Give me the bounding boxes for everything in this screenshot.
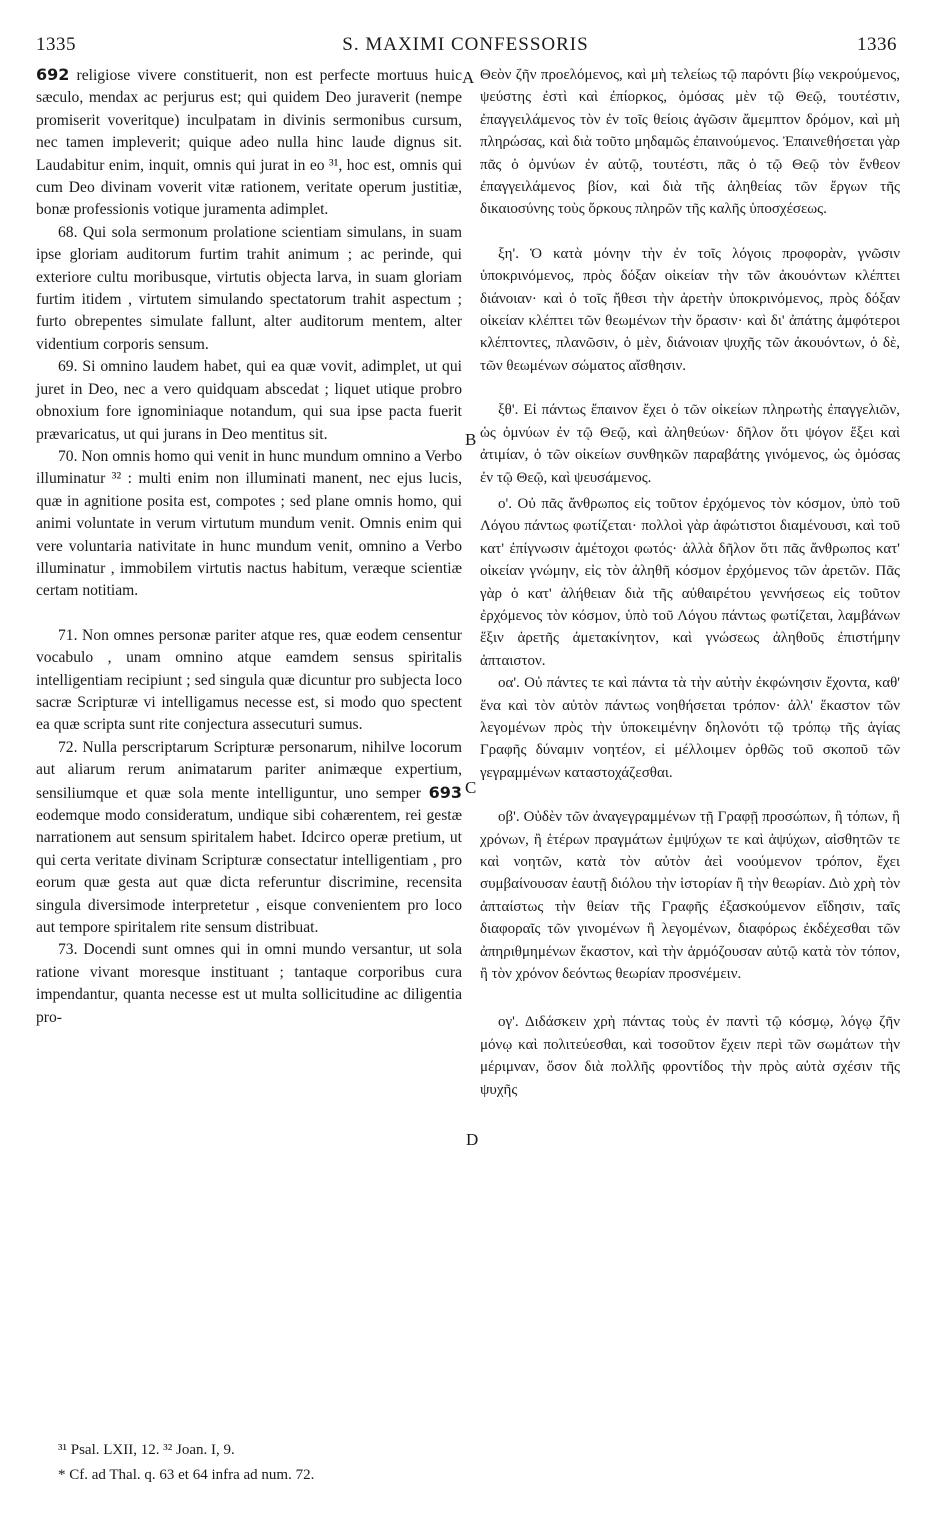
- migne-column-number: 692: [36, 65, 70, 84]
- latin-text: 72. Nulla perscriptarum Scripturæ personarum, nihilve locorum aut aliarum rerum animatarum pariter animæque expertium, sensiliumque et quæ sola mente intelliguntur, uno semper: [36, 738, 462, 802]
- latin-paragraph-continued: [36, 64, 462, 222]
- margin-letter-b: B: [465, 430, 477, 449]
- latin-paragraph-72: [36, 737, 462, 940]
- greek-paragraph-70: ο'. Οὐ πᾶς ἄνθρωπος εἰς τοῦτον ἐρχόμενος τὸν κόσμον, ὑπὸ τοῦ Λόγου πάντως φωτίζεται· πολλοὶ γὰρ ἀφώτιστοι διαμένουσι, καὶ τοῦ κατ' ἐπίγνωσιν ἀμέτοχοι φωτός· ἀλλὰ δῆλον ὅτι πᾶς ἄνθρωπος κατ' οἰκείαν γνώμην, εἰς τὸν ἀληθῆ κόσμον ἐρχόμενος τῶν ἀρετῶν. Πᾶς γὰρ ὁ κατ' ἀλήθειαν διὰ τῆς αὐθαιρέτου γεννήσεως εἰς τοῦτον ἐρχόμενος τὸν κόσμον, ὑπὸ τοῦ Λόγου πάντως φωτίζεται, λαμβάνων ἕξιν ἀρετῆς ἀμετακίνητον, καὶ γνώσεως ἀληθοῦς ἐπιστήμην ἀπταιστον.: [480, 495, 900, 669]
- greek-paragraph-73: ογ'. Διδάσκειν χρὴ πάντας τοὺς ἐν παντὶ τῷ κόσμῳ, λόγῳ ζῆν μόνῳ καὶ πολιτεύεσθαι, καὶ τοσοῦτον ἔχειν περὶ τῶν σωμάτων τὴν μέριμναν, ὅσον διὰ πολλῆς φροντίδος τὴν πρὸς αὐτὰ σχέσιν τῆς ψυχῆς: [480, 1014, 900, 1098]
- latin-paragraph-69: 69. Si omnino laudem habet, qui ea quæ vovit, adimplet, ut qui juret in Deo, nec a vero quidquam abscedat ; liquet utique probro obnoxium fore ignominiaque notandum, qui sua ipse pacta fuerit prævaricatus, ut qui jurans in Deo mentitus sit.: [36, 358, 462, 443]
- migne-column-number: 693: [428, 782, 462, 802]
- margin-letter-d: D: [466, 1130, 479, 1149]
- margin-letter-c: C: [465, 778, 477, 797]
- latin-paragraph-70: 70. Non omnis homo qui venit in hunc mundum omnino a Verbo illuminatur ³² : multi enim non illuminati manent, nec ejus lucis, quæ in agnitione posita est, compotes ; sed plane omnis homo, qui animi voluntate in verum virtutum mundum venit. Omnis enim qui vere voluntaria nativitate in hunc mundum venit, omnino a Verbo illuminatur , immobilem virtutis nactus habitum, veræque scientiæ certam notitiam.: [36, 447, 462, 600]
- page-number-left: 1335: [36, 34, 76, 55]
- greek-column: [480, 64, 900, 1101]
- greek-paragraph-68: ξη'. Ὁ κατὰ μόνην τὴν ἐν τοῖς λόγοις προφορὰν, γνῶσιν ὑποκρινόμενος, πρὸς δόξαν οἰκείαν τὴν τῶν ἀκουόντων κλέπτει διάνοιαν· καὶ ὁ τοῖς ἤθεσι τὴν ἀρετὴν ὑποκρινόμενος, πρὸς δόξαν οἰκείαν κλέπτει τῶν θεωμένων τὴν ὅρασιν· καὶ δι' ἀπάτης ἀμφότεροι κλέπτοντες, πλανῶσιν, ὁ μὲν, διάνοιαν ψυχῆς τῶν ἀκουόντων, ὁ δὲ, τῶν θεωμένων σώματος αἴσθησιν.: [480, 245, 900, 374]
- greek-paragraph-71: οα'. Οὐ πάντες τε καὶ πάντα τὰ τὴν αὐτὴν ἐκφώνησιν ἔχοντα, καθ' ἕνα καὶ τὸν αὐτὸν πάντως νοηθήσεται τρόπον· ἀλλ' ἕκαστον τῶν λεγομένων πρὸς τὴν ὑποκειμένην δηλονότι τῷ τρόπῳ τῆς ἁγίας Γραφῆς δύναμιν νοητέον, εἰ μέλλοιμεν ὀρθῶς τοῦ σκοποῦ τῶν γεγραμμένων καταστοχάζεσθαι.: [480, 675, 900, 781]
- latin-paragraph-68: 68. Qui sola sermonum prolatione scientiam simulans, in suam ipse gloriam auditorum furtim trahit animum ; ac perinde, qui exteriore cultu moribusque, virtutis objecta larva, in suam gloriam furtim itidem , virtutem simulando spectatorum trahit aspectum ; furto obrepentes simulate fallunt, alter auditorum mentem, alter videntium corporis sensum.: [36, 223, 462, 353]
- page-number-right: 1336: [857, 34, 897, 55]
- latin-paragraph-73: 73. Docendi sunt omnes qui in omni mundo versantur, ut sola ratione vivant moresque instituant ; tantaque corporibus cura impendantur, quanta necesse est ut multa sollicitudine ac diligentia pro-: [36, 941, 462, 1026]
- latin-text: eodemque modo consideratum, undique sibi cohærentem, rei gestæ narrationem aut sensum spiritalem habet. Idcirco operæ pretium, ut qui certa veritate divinam Scripturæ consectatur intelligentiam , pro eorum quæ gesta aut quæ dicta referuntur discrimine, recensita singula diversimode interpretetur , eisque convenientem pro loco aut tempore spiritalem rite sensum distribuat.: [36, 807, 462, 937]
- greek-paragraph-69: ξθ'. Εἰ πάντως ἔπαινον ἔχει ὁ τῶν οἰκείων πληρωτὴς ἐπαγγελιῶν, ὡς ὀμνύων ἐν τῷ Θεῷ, καὶ ἀληθεύων· δῆλον ὅτι ψόγον ἕξει καὶ ἀτιμίαν, ὁ τῶν οἰκείων συνθηκῶν παραβάτης γινόμενος, ὡς ὀμόσας ἐν τῷ Θεῷ, καὶ ψευσάμενος.: [480, 402, 900, 486]
- latin-text: religiose vivere constituerit, non est perfecte mortuus huic sæculo, mendax ac perjurus est; qui quidem Deo juraverit (nempe promiserit voveritque) inculpatam in divinis sermonibus cursum, nec tamen impleverit; quique adeo nulla hinc laude dignus sit. Laudabitur enim, inquit, omnis qui jurat in eo ³¹, hoc est, omnis qui cum Deo divinam voverit vitæ rationem, veritate operum justitiæ, bonæ professionis votique juramenta adimplet.: [36, 67, 462, 219]
- margin-letter-a: A: [462, 68, 475, 87]
- greek-paragraph-continued: Θεὸν ζῆν προελόμενος, καὶ μὴ τελείως τῷ παρόντι βίῳ νεκρούμενος, ψεύστης ἐστὶ καὶ ἐπίορκος, ὀμόσας μὲν τῷ Θεῷ, τουτέστιν, ἐπαγγειλάμενος τὸν ἐν τοῖς θείοις ἀγῶσιν ἄμεμπτον δρόμον, καὶ μὴ πληρώσας, καὶ διὰ τοῦτο μηδαμῶς ἐπαινούμενος. Ἐπαινεθήσεται γὰρ πᾶς ὁ ὀμνύων ἐν αὐτῷ, τουτέστι, πᾶς ὁ τῷ Θεῷ τὸν ἔνθεον ἐπαγγειλάμενος βίον, καὶ διὰ τῆς ἀληθείας τῶν ἔργων τῆς δικαιοσύνης τοὺς ὅρκους πληρῶν τῆς καλῆς ὑποσχέσεως.: [480, 67, 900, 218]
- running-title: S. MAXIMI CONFESSORIS: [342, 34, 589, 55]
- greek-paragraph-72: οβ'. Οὐδὲν τῶν ἀναγεγραμμένων τῇ Γραφῇ προσώπων, ἢ τόπων, ἢ χρόνων, ἢ ἑτέρων πραγμάτων ἐμψύχων τε καὶ ἀψύχων, αἰσθητῶν τε καὶ νοητῶν, κατὰ τὸν αὐτὸν ἀεὶ νοούμενον τρόπον, ἔχει συμβαίνουσαν ἑαυτῇ διόλου τὴν ἱστορίαν ἢ τὴν θεωρίαν. Διὸ χρὴ τὸν ἀπταίστως τὴν θείαν τῆς Γραφῆς ἐξασκούμενον εἴδησιν, ταῖς διαφοραῖς τῶν γινομένων ἢ λεγομένων, διαφόρως ἐκδέχεσθαι τῶν ἀπηριθμημένων ἕκαστον, καὶ τὴν ἁρμόζουσαν αὐτῷ κατὰ τὸν τόπον, ἢ τὸν χρόνον δεόντως θεωρίαν προσνέμειν.: [480, 809, 900, 983]
- footnotes: [58, 1438, 558, 1488]
- latin-column: [36, 64, 462, 1029]
- footnote-line: * Cf. ad Thal. q. 63 et 64 infra ad num. 72.: [58, 1467, 315, 1483]
- latin-paragraph-71: 71. Non omnes personæ pariter atque res, quæ eodem censentur vocabulo , unam omnino atque eamdem sensus spiritalis intelligentiam recipiunt ; sed singula quæ dicuntur pro subjecta loco sacræ Scripturæ vi intelligamus necesse est, si modo quo spectent ea quæ scripta sunt rite conjectura assecuturi sumus.: [36, 626, 462, 734]
- footnote-line: ³¹ Psal. LXII, 12. ³² Joan. I, 9.: [58, 1442, 235, 1458]
